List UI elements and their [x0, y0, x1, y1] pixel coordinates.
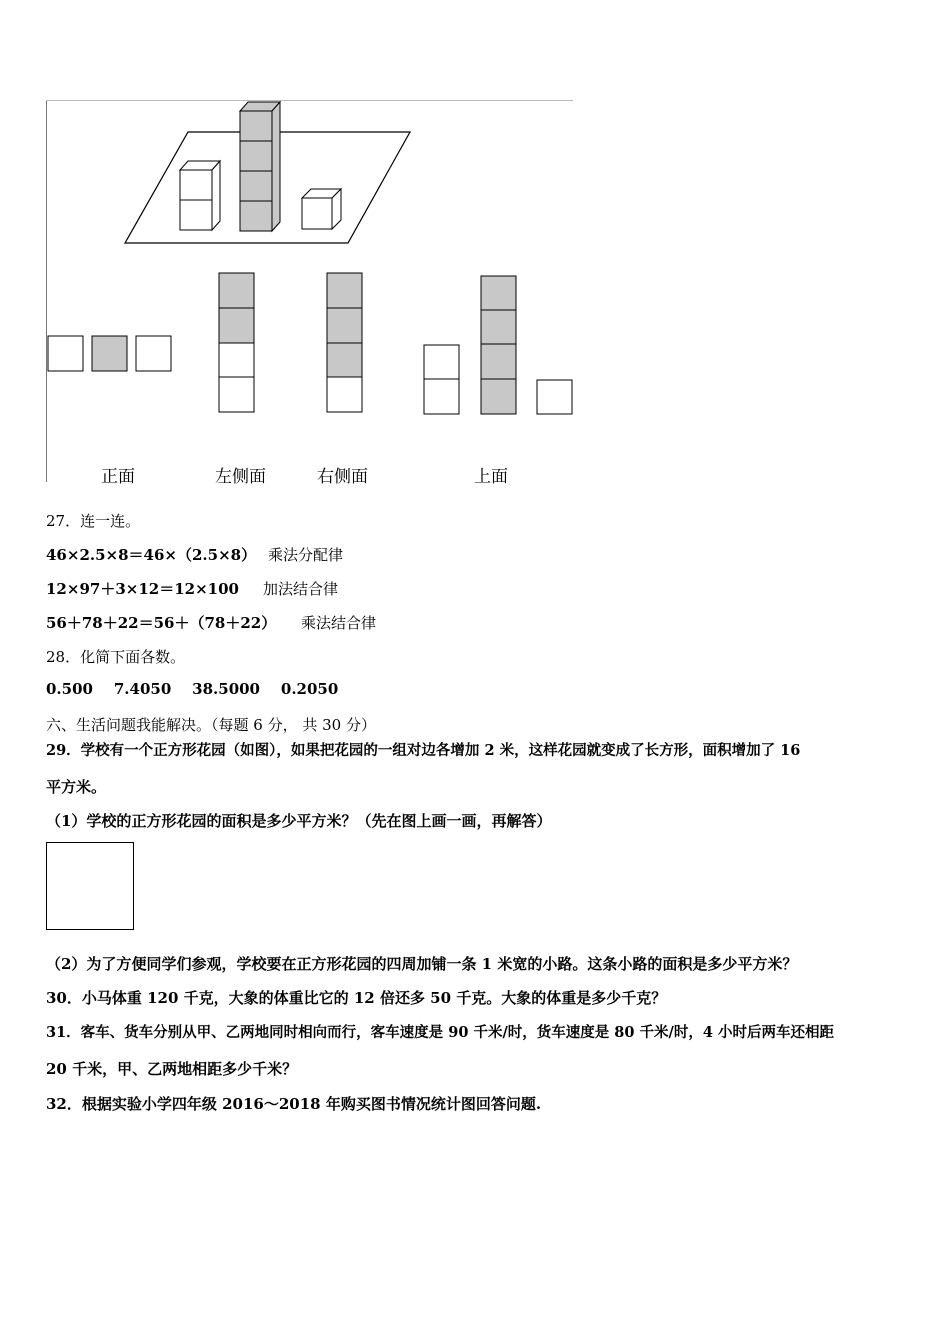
q32-text: 32．根据实验小学四年级 2016～2018 年购买图书情况统计图回答问题. [46, 1095, 542, 1113]
cube-views-figure [0, 0, 600, 490]
stack-right [302, 189, 341, 229]
front-view [48, 336, 171, 371]
q30-text: 30．小马体重 120 千克，大象的体重比它的 12 倍还多 50 千克。大象的体重是多少千克？ [46, 989, 667, 1007]
q31-line2: 20 千米，甲、乙两地相距多少千米？ [46, 1060, 298, 1078]
front-view-label: 正面 [101, 467, 135, 487]
q31-line1: 31．客车、货车分别从甲、乙两地同时相向而行，客车速度是 90 千米/时，货车速度是 80 千米/时，4 小时后两车还相距 [46, 1024, 834, 1041]
q27-law-3: 乘法结合律 [301, 614, 377, 632]
q27-expr-1: 46×2.5×8＝46×（2.5×8） [46, 546, 257, 564]
q28-numbers: 0.500 7.4050 38.5000 0.2050 [46, 680, 339, 698]
stack-left [180, 161, 220, 230]
left-view [219, 273, 254, 412]
q29-line1: 29．学校有一个正方形花园（如图），如果把花园的一组对边各增加 2 米，这样花园就变成了长方形，面积增加了 16 [46, 742, 801, 759]
q29-part1: （1）学校的正方形花园的面积是多少平方米？（先在图上画一画，再解答） [46, 812, 552, 830]
q27-expr-2: 12×97＋3×12＝12×100 [46, 580, 239, 598]
stack-middle [240, 102, 280, 231]
q27-title: 27．连一连。 [46, 512, 141, 530]
q29-part2: （2）为了方便同学们参观，学校要在正方形花园的四周加铺一条 1 米宽的小路。这条小路的面积是多少平方米？ [46, 955, 798, 973]
q28-title: 28．化简下面各数。 [46, 648, 186, 666]
q29-line2: 平方米。 [46, 778, 107, 796]
top-view [424, 276, 572, 414]
top-view-label: 上面 [474, 467, 508, 487]
q27-law-2: 加法结合律 [263, 580, 339, 598]
section6-title: 六、生活问题我能解决。（每题 6 分， 共 30 分） [46, 716, 376, 734]
right-view [327, 273, 362, 412]
right-view-label: 右侧面 [317, 467, 368, 487]
left-view-label: 左侧面 [215, 467, 266, 487]
garden-square [46, 842, 134, 930]
q27-expr-3: 56＋78＋22＝56＋（78＋22） [46, 614, 277, 632]
q27-law-1: 乘法分配律 [268, 546, 344, 564]
